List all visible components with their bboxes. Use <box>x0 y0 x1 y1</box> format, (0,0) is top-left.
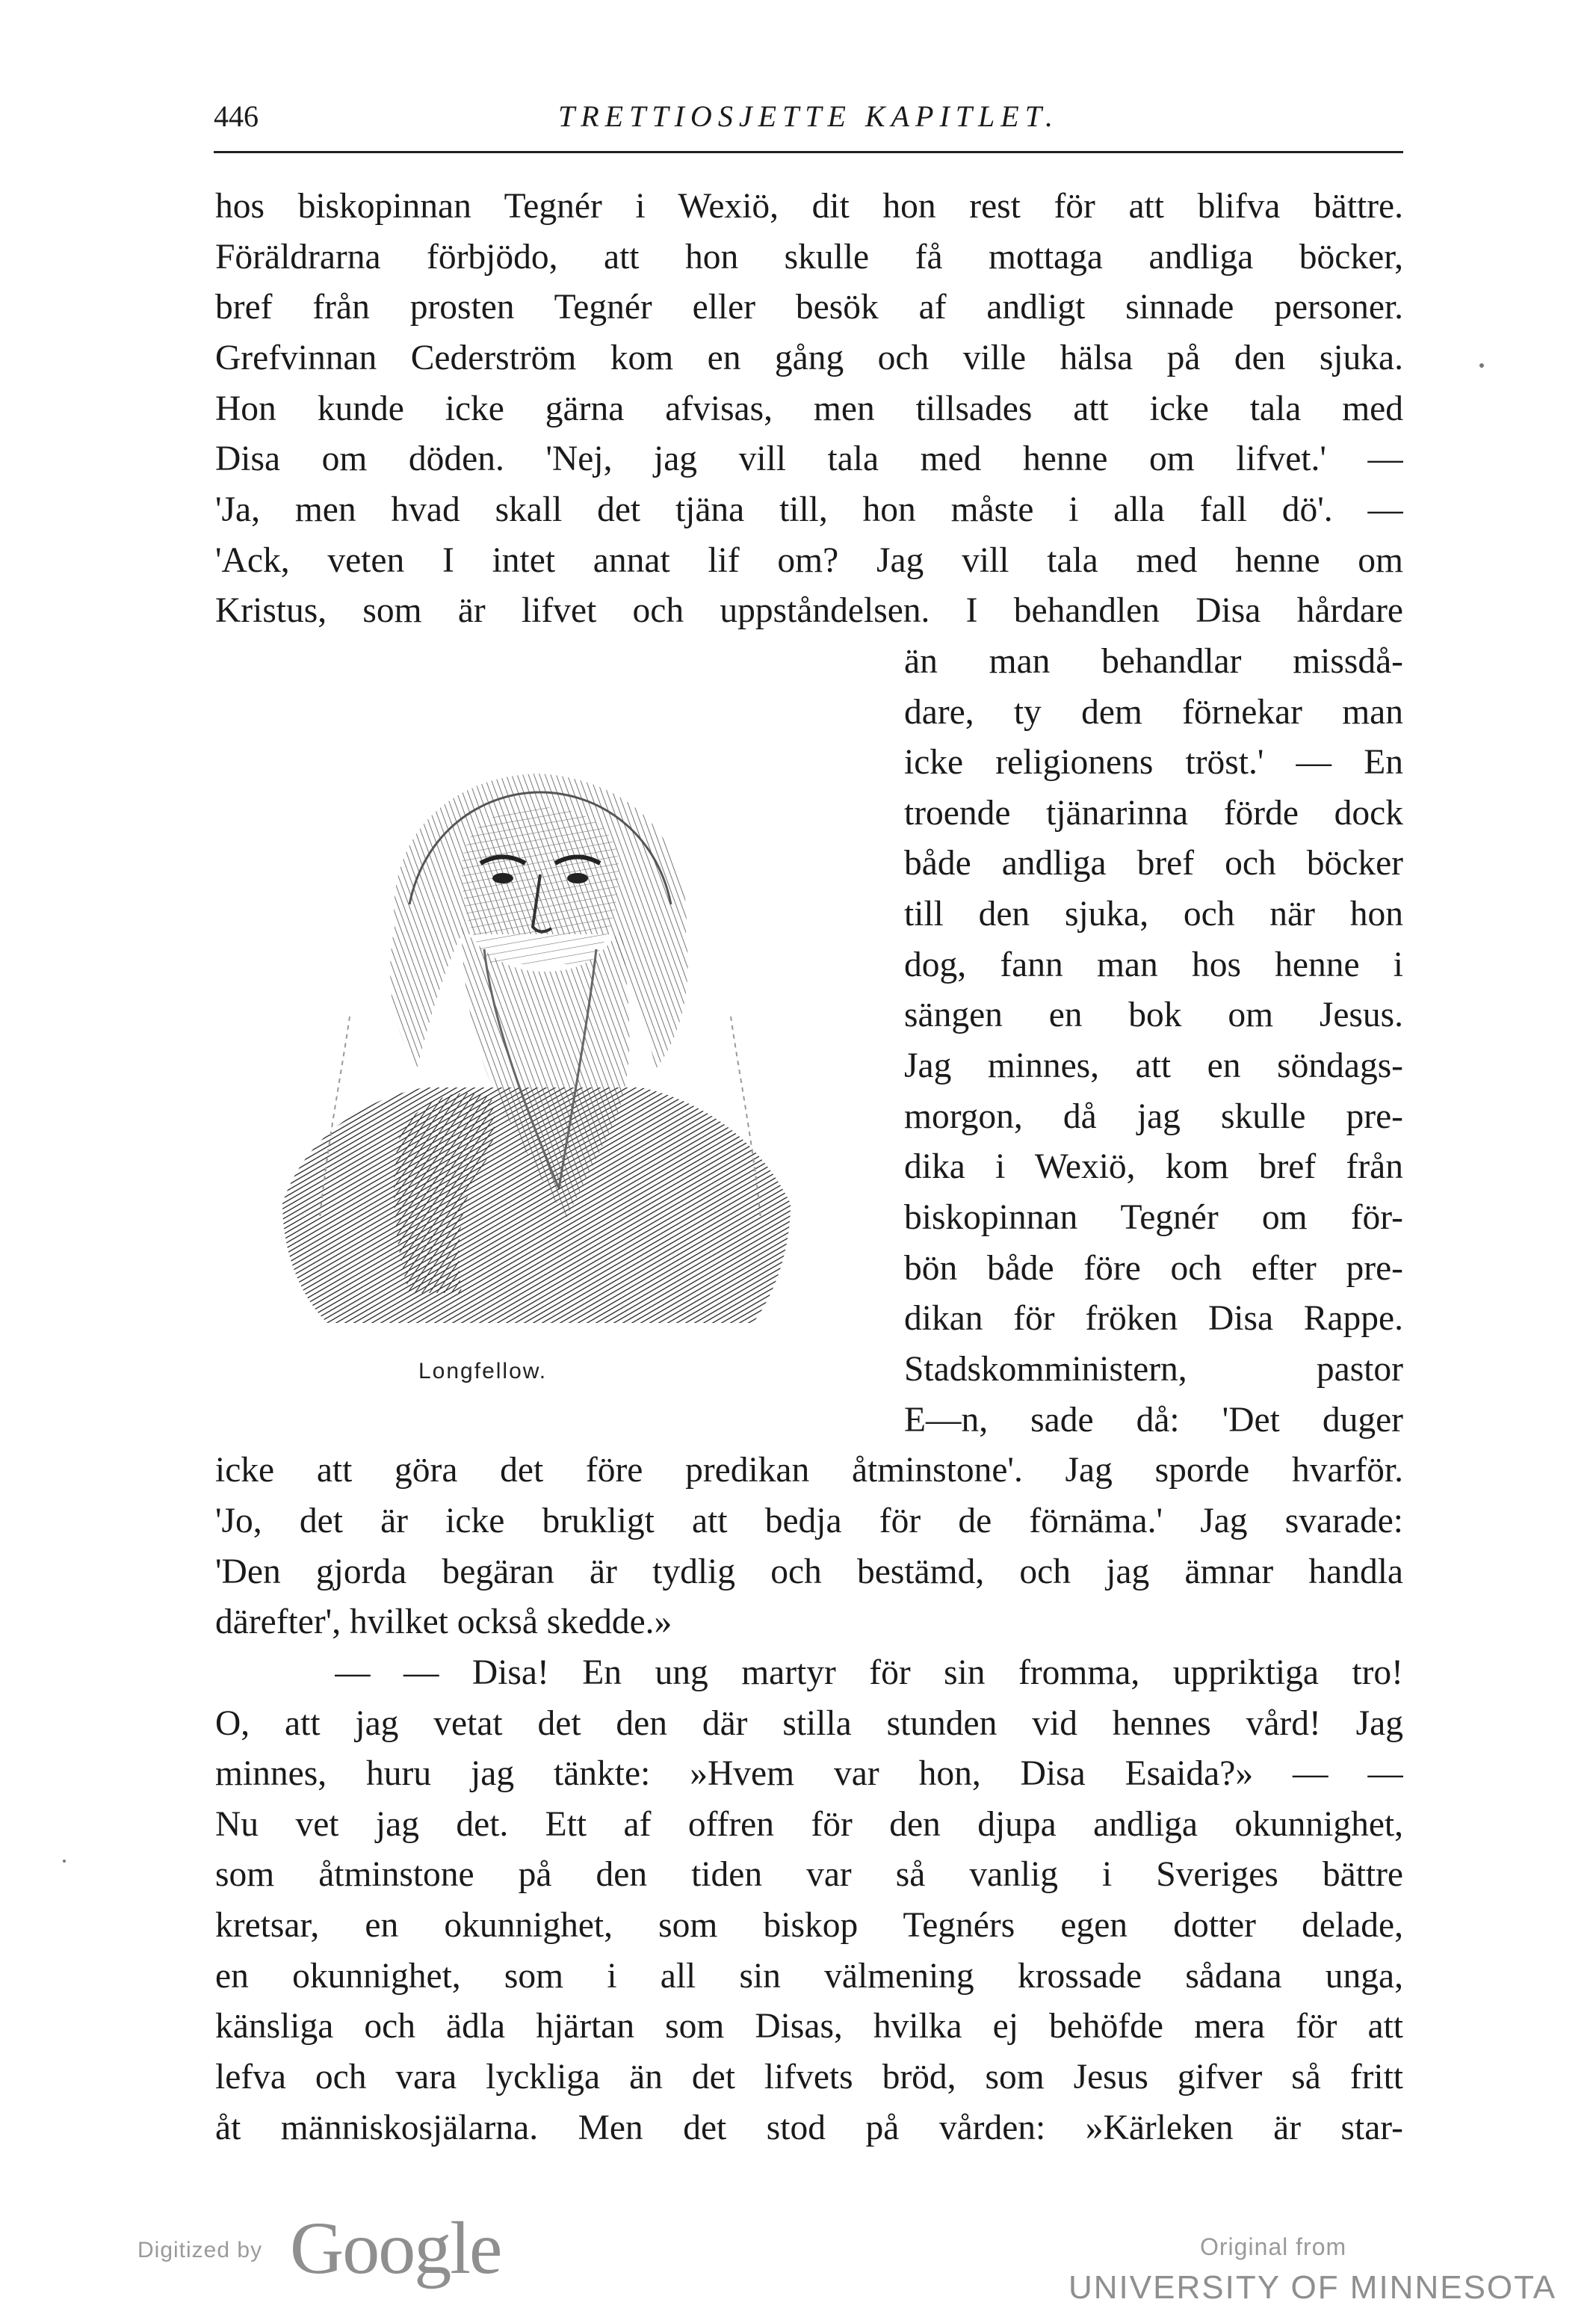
text-line: åt människosjälarna. Men det stod på vården: »Kärleken är star- <box>215 2108 1403 2147</box>
text-line: sängen en bok om Jesus. <box>904 996 1403 1034</box>
scan-speck <box>63 1860 66 1863</box>
digitized-by-label: Digitized by <box>137 2238 263 2262</box>
text-line: minnes, huru jag tänkte: »Hvem var hon, Disa Esaida?» — — <box>215 1754 1403 1793</box>
text-line: Grefvinnan Cederström kom en gång och ville hälsa på den sjuka. <box>215 339 1403 377</box>
page-header <box>214 99 1403 144</box>
text-line: troende tjänarinna förde dock <box>904 794 1403 833</box>
header-rule <box>214 151 1403 153</box>
text-line: dare, ty dem förnekar man <box>904 693 1403 732</box>
text-line: Jag minnes, att en söndags- <box>904 1046 1403 1085</box>
text-line: hos biskopinnan Tegnér i Wexiö, dit hon rest för att blifva bättre. <box>215 187 1403 226</box>
text-line: Hon kunde icke gärna afvisas, men tillsades att icke tala med <box>215 389 1403 428</box>
portrait-engraving <box>238 680 835 1338</box>
text-line: Kristus, som är lifvet och uppståndelsen. I behandlen Disa hårdare <box>215 591 1403 630</box>
text-line: 'Ack, veten I intet annat lif om? Jag vill tala med henne om <box>215 541 1403 580</box>
text-line-indented: — — Disa! En ung martyr för sin fromma, uppriktiga tro! <box>335 1653 1403 1692</box>
text-line: bön både före och efter pre- <box>904 1249 1403 1288</box>
text-line: Nu vet jag det. Ett af offren för den djupa andliga okunnighet, <box>215 1805 1403 1844</box>
google-logo: Google <box>290 2206 501 2289</box>
text-line: dikan för fröken Disa Rappe. <box>904 1299 1403 1338</box>
text-line: morgon, då jag skulle pre- <box>904 1097 1403 1136</box>
text-line: biskopinnan Tegnér om för- <box>904 1198 1403 1237</box>
text-line: dika i Wexiö, kom bref från <box>904 1147 1403 1186</box>
text-line: som åtminstone på den tiden var så vanlig i Sveriges bättre <box>215 1855 1403 1894</box>
scan-speck <box>1479 363 1484 368</box>
text-line: 'Jo, det är icke brukligt att bedja för de förnäma.' Jag svarade: <box>215 1502 1403 1540</box>
text-line: icke att göra det före predikan åtminstone'. Jag sporde hvarför. <box>215 1451 1403 1490</box>
text-line: icke religionens tröst.' — En <box>904 743 1403 782</box>
text-line: Disa om döden. 'Nej, jag vill tala med henne om lifvet.' — <box>215 439 1403 478</box>
original-from-label: Original from <box>1200 2233 1347 2260</box>
text-line: O, att jag vetat det den där stilla stunden vid hennes vård! Jag <box>215 1704 1403 1743</box>
text-line: E—n, sade då: 'Det duger <box>904 1401 1403 1440</box>
text-line: en okunnighet, som i all sin välmening krossade sådana unga, <box>215 1957 1403 1996</box>
university-label: UNIVERSITY OF MINNESOTA <box>1068 2269 1557 2306</box>
text-line: bref från prosten Tegnér eller besök af andligt sinnade personer. <box>215 288 1403 327</box>
text-line: både andliga bref och böcker <box>904 844 1403 883</box>
text-line: därefter', hvilket också skedde.» <box>215 1602 672 1641</box>
text-line: känsliga och ädla hjärtan som Disas, hvilka ej behöfde mera för att <box>215 2007 1403 2046</box>
text-line: lefva och vara lyckliga än det lifvets bröd, som Jesus gifver så fritt <box>215 2058 1403 2097</box>
page-number: 446 <box>214 99 259 133</box>
text-line: till den sjuka, och när hon <box>904 895 1403 934</box>
text-line: 'Ja, men hvad skall det tjäna till, hon måste i alla fall dö'. — <box>215 490 1403 529</box>
running-title: TRETTIOSJETTE KAPITLET. <box>558 99 1059 133</box>
text-line: 'Den gjorda begäran är tydlig och bestämd, och jag ämnar handla <box>215 1552 1403 1591</box>
text-line: kretsar, en okunnighet, som biskop Tegnérs egen dotter delade, <box>215 1906 1403 1945</box>
text-line: dog, fann man hos henne i <box>904 945 1403 984</box>
text-line: Föräldrarna förbjödo, att hon skulle få mottaga andliga böcker, <box>215 238 1403 277</box>
text-line: än man behandlar missdå- <box>904 642 1403 681</box>
figure-caption: Longfellow. <box>418 1359 548 1383</box>
text-line: Stadskomministern, pastor <box>904 1350 1403 1389</box>
